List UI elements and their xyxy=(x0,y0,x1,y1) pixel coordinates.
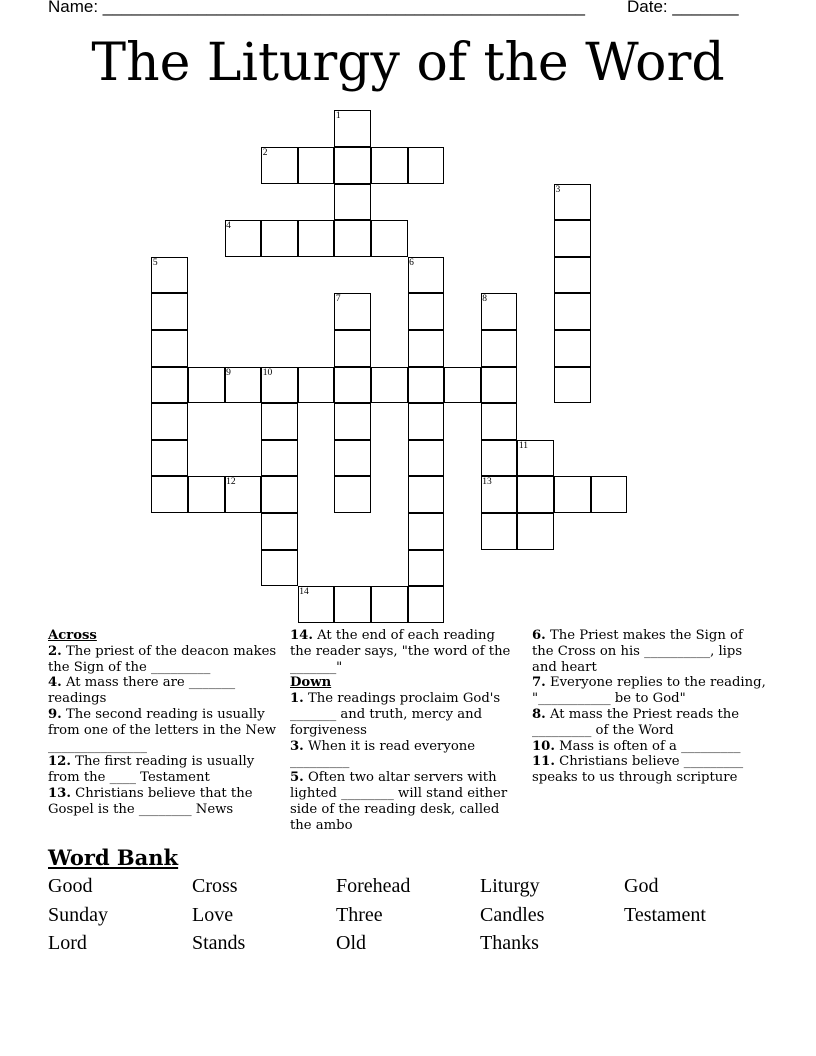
clue-number: 6 xyxy=(409,257,414,268)
crossword-cell[interactable] xyxy=(371,220,408,257)
crossword-cell[interactable] xyxy=(408,147,445,184)
crossword-cell[interactable] xyxy=(517,513,554,550)
crossword-cell[interactable] xyxy=(481,403,518,440)
crossword-cell[interactable] xyxy=(261,476,298,513)
word-bank-word: Sunday xyxy=(48,904,108,926)
crossword-cell[interactable] xyxy=(298,147,335,184)
crossword-cell[interactable] xyxy=(371,147,408,184)
down-clue-7: 7. Everyone replies to the reading, "___________ be to God" xyxy=(532,675,766,707)
across-clue-9: 9. The second reading is usually from one of the letters in the New _______________ xyxy=(48,706,277,754)
name-field-label[interactable]: Name: ___________________________________________________ xyxy=(48,0,585,16)
down-clue-5: 5. Often two altar servers with lighted ________ will stand either side of the reading desk, called the ambo xyxy=(290,770,508,833)
crossword-cell[interactable] xyxy=(151,440,188,477)
down-clue-3: 3. When it is read everyone _________ xyxy=(290,738,476,770)
crossword-cell[interactable] xyxy=(517,476,554,513)
word-bank-word: Cross xyxy=(192,875,238,897)
clue-number: 14 xyxy=(299,587,309,598)
clue-number: 2 xyxy=(262,148,268,158)
down-clue-1: 1. The readings proclaim God's _______ and truth, mercy and forgiveness xyxy=(290,691,501,738)
crossword-cell[interactable] xyxy=(371,367,408,404)
crossword-cell[interactable] xyxy=(334,586,371,623)
clue-number: 10 xyxy=(262,367,273,378)
word-bank-word: Forehead xyxy=(336,875,411,897)
word-bank-word: God xyxy=(624,875,659,897)
word-bank-word: Love xyxy=(192,904,234,926)
crossword-cell[interactable] xyxy=(591,476,628,513)
crossword-cell[interactable] xyxy=(334,403,371,440)
across-heading: Across xyxy=(48,628,97,643)
clue-number: 3 xyxy=(555,184,561,195)
word-bank-word: Thanks xyxy=(480,932,539,954)
crossword-cell[interactable] xyxy=(151,330,188,367)
crossword-cell[interactable] xyxy=(554,367,591,404)
crossword-cell[interactable] xyxy=(298,220,335,257)
across-clue-14: 14. At the end of each reading the reader says, "the word of the _______" xyxy=(290,628,511,675)
crossword-cell[interactable] xyxy=(408,330,445,367)
crossword-cell[interactable] xyxy=(554,476,591,513)
word-bank-word: Testament xyxy=(624,904,706,926)
crossword-cell[interactable] xyxy=(151,293,188,330)
word-bank-word: Stands xyxy=(192,932,246,954)
crossword-cell[interactable] xyxy=(408,586,445,623)
clue-number: 5 xyxy=(152,257,158,268)
clue-number: 11 xyxy=(518,440,529,451)
word-bank-word: Candles xyxy=(480,904,545,926)
crossword-cell[interactable] xyxy=(408,513,445,550)
clues-column-1 xyxy=(48,628,278,818)
clue-number: 9 xyxy=(226,367,231,378)
crossword-cell[interactable] xyxy=(371,586,408,623)
crossword-cell[interactable] xyxy=(481,440,518,477)
crossword-cell[interactable] xyxy=(444,367,481,404)
crossword-cell[interactable] xyxy=(554,220,591,257)
crossword-cell[interactable] xyxy=(151,367,188,404)
crossword-cell[interactable] xyxy=(261,220,298,257)
crossword-cell[interactable] xyxy=(151,476,188,513)
crossword-cell[interactable] xyxy=(188,367,225,404)
clues-column-2 xyxy=(290,628,520,833)
crossword-cell[interactable] xyxy=(261,513,298,550)
date-field-label[interactable]: Date: _______ xyxy=(627,0,739,16)
crossword-cell[interactable] xyxy=(408,550,445,587)
crossword-cell[interactable] xyxy=(334,184,371,221)
clue-number: 1 xyxy=(335,111,341,122)
crossword-cell[interactable] xyxy=(298,367,335,404)
word-bank-word: Good xyxy=(48,875,93,897)
crossword-cell[interactable] xyxy=(334,367,371,404)
crossword-cell[interactable] xyxy=(334,147,371,184)
down-clue-10: 10. Mass is often of a _________ xyxy=(532,738,741,754)
clue-number: 12 xyxy=(226,477,236,488)
clue-number: 7 xyxy=(335,294,341,305)
word-bank-word: Old xyxy=(336,932,366,954)
crossword-cell[interactable] xyxy=(481,513,518,550)
clue-number: 8 xyxy=(482,294,488,305)
word-bank-word: Liturgy xyxy=(480,875,540,897)
page-title: The Liturgy of the Word xyxy=(91,33,725,93)
crossword-cell[interactable] xyxy=(408,403,445,440)
crossword-cell[interactable] xyxy=(334,330,371,367)
down-clue-11: 11. Christians believe _________ speaks to us through scripture xyxy=(532,754,744,786)
clues-column-3 xyxy=(532,628,767,786)
across-clue-4: 4. At mass there are _______ readings xyxy=(48,675,236,707)
crossword-cell[interactable] xyxy=(334,220,371,257)
crossword-cell[interactable] xyxy=(481,330,518,367)
crossword-cell[interactable] xyxy=(261,403,298,440)
crossword-cell[interactable] xyxy=(408,293,445,330)
crossword-cell[interactable] xyxy=(151,403,188,440)
across-clue-12: 12. The first reading is usually from the ____ Testament xyxy=(48,754,255,786)
across-clue-2: 2. The priest of the deacon makes the Sign of the _________ xyxy=(48,643,277,675)
crossword-cell[interactable] xyxy=(408,476,445,513)
word-bank-word: Lord xyxy=(48,932,87,954)
down-heading: Down xyxy=(290,675,332,691)
word-bank-word: Three xyxy=(336,904,383,926)
crossword-cell[interactable] xyxy=(481,367,518,404)
crossword-cell[interactable] xyxy=(334,476,371,513)
across-clue-13: 13. Christians believe that the Gospel is the ________ News xyxy=(48,785,253,817)
clue-number: 13 xyxy=(482,477,492,488)
down-clue-8: 8. At mass the Priest reads the _________ of the Word xyxy=(532,706,740,738)
crossword-cell[interactable] xyxy=(408,440,445,477)
crossword-cell[interactable] xyxy=(408,367,445,404)
crossword-cell[interactable] xyxy=(188,476,225,513)
word-bank-title: Word Bank xyxy=(48,845,179,870)
crossword-cell[interactable] xyxy=(334,440,371,477)
crossword-cell[interactable] xyxy=(554,330,591,367)
crossword-cell[interactable] xyxy=(554,293,591,330)
clue-number: 4 xyxy=(226,221,231,232)
down-clue-6: 6. The Priest makes the Sign of the Cross on his __________, lips and heart xyxy=(532,628,743,675)
crossword-cell[interactable] xyxy=(261,550,298,587)
crossword-cell[interactable] xyxy=(261,440,298,477)
crossword-cell[interactable] xyxy=(554,257,591,294)
